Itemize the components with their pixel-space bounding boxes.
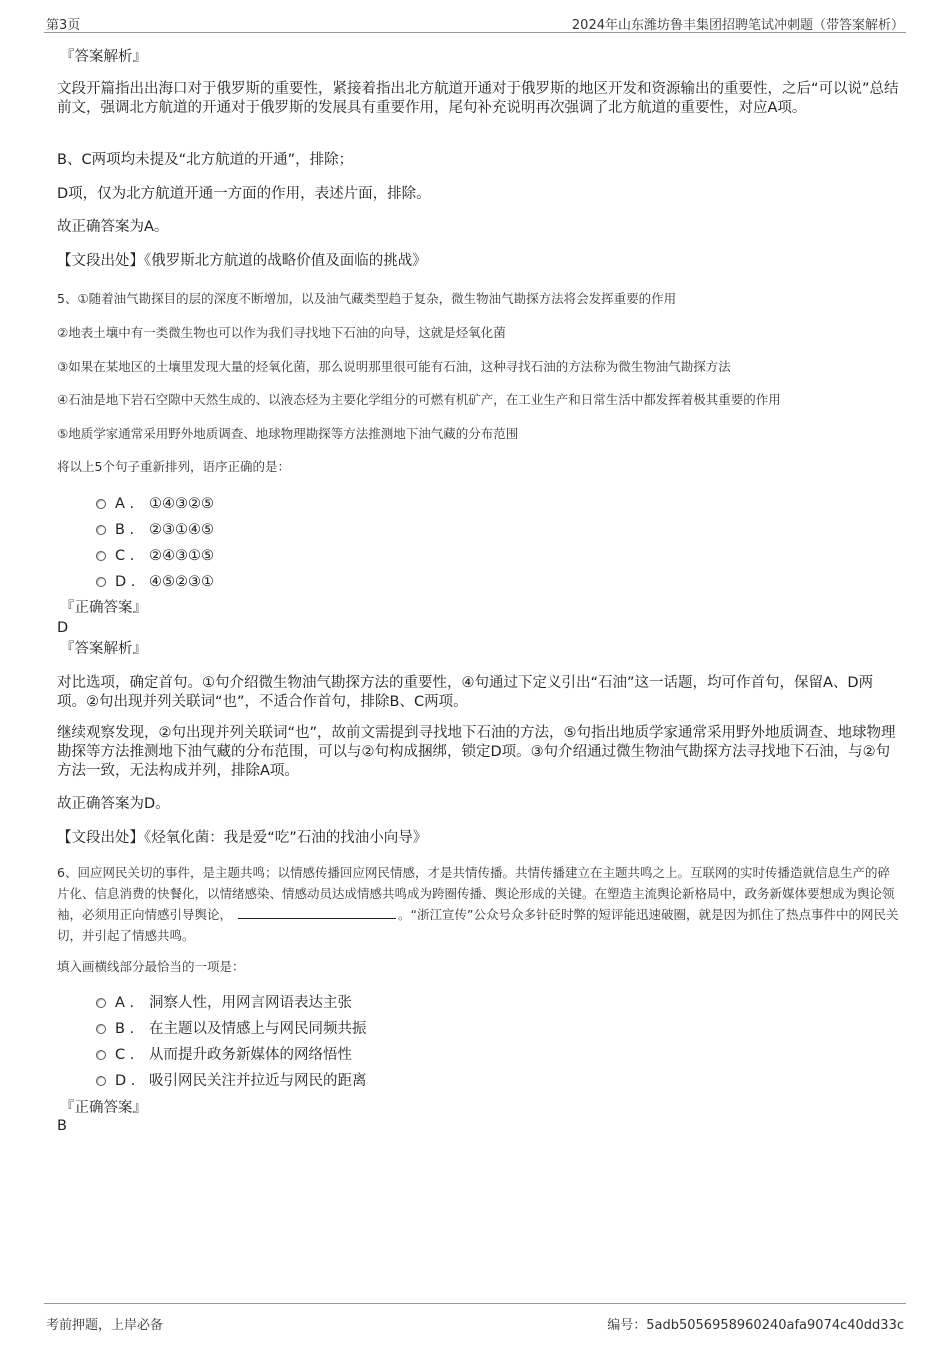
footer-slogan: 考前押题，上岸必备 bbox=[46, 1318, 164, 1333]
q5-sentence-1: 5、①随着油气勘探目的层的深度不断增加，以及油气藏类型趋于复杂，微生物油气勘探方法将会发挥重要的作用 bbox=[57, 291, 677, 306]
q5-source: 【文段出处】《烃氧化菌：我是爱“吃”石油的找油小向导》 bbox=[57, 830, 428, 846]
q6-option-a[interactable]: A . 洞察人性，用网言网语表达主张 bbox=[96, 993, 352, 1013]
q5-prompt: 将以上5个句子重新排列，语序正确的是： bbox=[57, 459, 290, 474]
q4-analysis-paragraph-3: D项，仅为北方航道开通一方面的作用，表述片面，排除。 bbox=[57, 186, 431, 202]
q4-analysis-paragraph-4: 故正确答案为A。 bbox=[57, 219, 169, 235]
q4-analysis-label: 『答案解析』 bbox=[60, 49, 147, 65]
q6-prompt: 填入画横线部分最恰当的一项是： bbox=[57, 959, 245, 974]
q6-option-b[interactable]: B . 在主题以及情感上与网民同频共振 bbox=[96, 1019, 367, 1039]
radio-icon[interactable] bbox=[96, 1076, 106, 1086]
q5-sentence-5: ⑤地质学家通常采用野外地质调查、地球物理勘探等方法推测地下油气藏的分布范围 bbox=[57, 426, 519, 441]
radio-icon[interactable] bbox=[96, 1024, 106, 1034]
q5-answer-label: 『正确答案』 bbox=[60, 600, 147, 616]
q4-source: 【文段出处】《俄罗斯北方航道的战略价值及面临的挑战》 bbox=[57, 253, 427, 269]
q5-option-d[interactable]: D . ④⑤②③① bbox=[96, 572, 214, 592]
page-header bbox=[44, 10, 906, 33]
q5-option-c[interactable]: C . ②④③①⑤ bbox=[96, 546, 214, 566]
q5-option-b[interactable]: B . ②③①④⑤ bbox=[96, 520, 214, 540]
q5-option-a[interactable]: A . ①④③②⑤ bbox=[96, 494, 214, 514]
radio-icon[interactable] bbox=[96, 577, 106, 587]
document-code: 编号：5adb5056958960240afa9074c40dd33c bbox=[607, 1318, 904, 1333]
page-number: 第3页 bbox=[46, 18, 81, 33]
q5-sentence-3: ③如果在某地区的土壤里发现大量的烃氧化菌，那么说明那里很可能有石油，这种寻找石油的方法称为微生物油气勘探方法 bbox=[57, 359, 731, 374]
q5-analysis-paragraph-2: 继续观察发现，②句出现并列关联词“也”，故前文需提到寻找地下石油的方法，⑤句指出地质学家通常采用野外地质调查、地球物理勘探等方法推测地下油气藏的分布范围，可以与②句构成捆绑，锁定D项。③句介绍通过微生物油气勘探方法寻找地下石油，与②句方法一致，无法构成并列，排除A项。 bbox=[57, 725, 896, 779]
q5-sentence-2: ②地表土壤中有一类微生物也可以作为我们寻找地下石油的向导，这就是烃氧化菌 bbox=[57, 325, 506, 340]
fill-in-blank bbox=[238, 906, 396, 919]
radio-icon[interactable] bbox=[96, 499, 106, 509]
q5-analysis-label: 『答案解析』 bbox=[60, 641, 147, 657]
q6-answer: B bbox=[57, 1118, 67, 1134]
radio-icon[interactable] bbox=[96, 998, 106, 1008]
q5-answer: D bbox=[57, 620, 69, 636]
q5-sentence-4: ④石油是地下岩石空隙中天然生成的、以液态烃为主要化学组分的可燃有机矿产，在工业生产和日常生活中都发挥着极其重要的作用 bbox=[57, 392, 781, 407]
q6-answer-label: 『正确答案』 bbox=[60, 1100, 147, 1116]
q6-stem: 6、回应网民关切的事件，是主题共鸣；以情感传播回应网民情感，才是共情传播。共情传播建立在主题共鸣之上。互联网的实时传播造就信息生产的碎片化、信息消费的快餐化，以情绪感染、情感动员达成情感共鸣成为跨圈传播、舆论形成的关键。在塑造主流舆论新格局中，政务新媒体要想成为舆论领袖，必须用正向情感引导舆论， 。“浙江宣传”公众号众多针砭时弊的短评能迅速破圈，就是因为抓住了热点事件中的网民关切，并引起了情感共鸣。 bbox=[57, 865, 899, 943]
radio-icon[interactable] bbox=[96, 551, 106, 561]
q6-option-c[interactable]: C . 从而提升政务新媒体的网络悟性 bbox=[96, 1045, 352, 1065]
page-footer bbox=[44, 1303, 906, 1334]
q5-analysis-paragraph-1: 对比选项，确定首句。①句介绍微生物油气勘探方法的重要性，④句通过下定义引出“石油”这一话题，均可作首句，保留A、D两项。②句出现并列关联词“也”，不适合作首句，排除B、C两项。 bbox=[57, 675, 874, 710]
q6-option-d[interactable]: D . 吸引网民关注并拉近与网民的距离 bbox=[96, 1071, 367, 1091]
document-title: 2024年山东潍坊鲁丰集团招聘笔试冲刺题（带答案解析） bbox=[571, 18, 904, 33]
q5-analysis-paragraph-3: 故正确答案为D。 bbox=[57, 796, 170, 812]
q4-analysis-paragraph-2: B、C两项均未提及“北方航道的开通”，排除； bbox=[57, 152, 354, 168]
radio-icon[interactable] bbox=[96, 525, 106, 535]
q4-analysis-paragraph-1: 文段开篇指出出海口对于俄罗斯的重要性，紧接着指出北方航道开通对于俄罗斯的地区开发和资源输出的重要性，之后“可以说”总结前文，强调北方航道的开通对于俄罗斯的发展具有重要作用，尾句补充说明再次强调了北方航道的重要性，对应A项。 bbox=[57, 81, 899, 116]
radio-icon[interactable] bbox=[96, 1050, 106, 1060]
